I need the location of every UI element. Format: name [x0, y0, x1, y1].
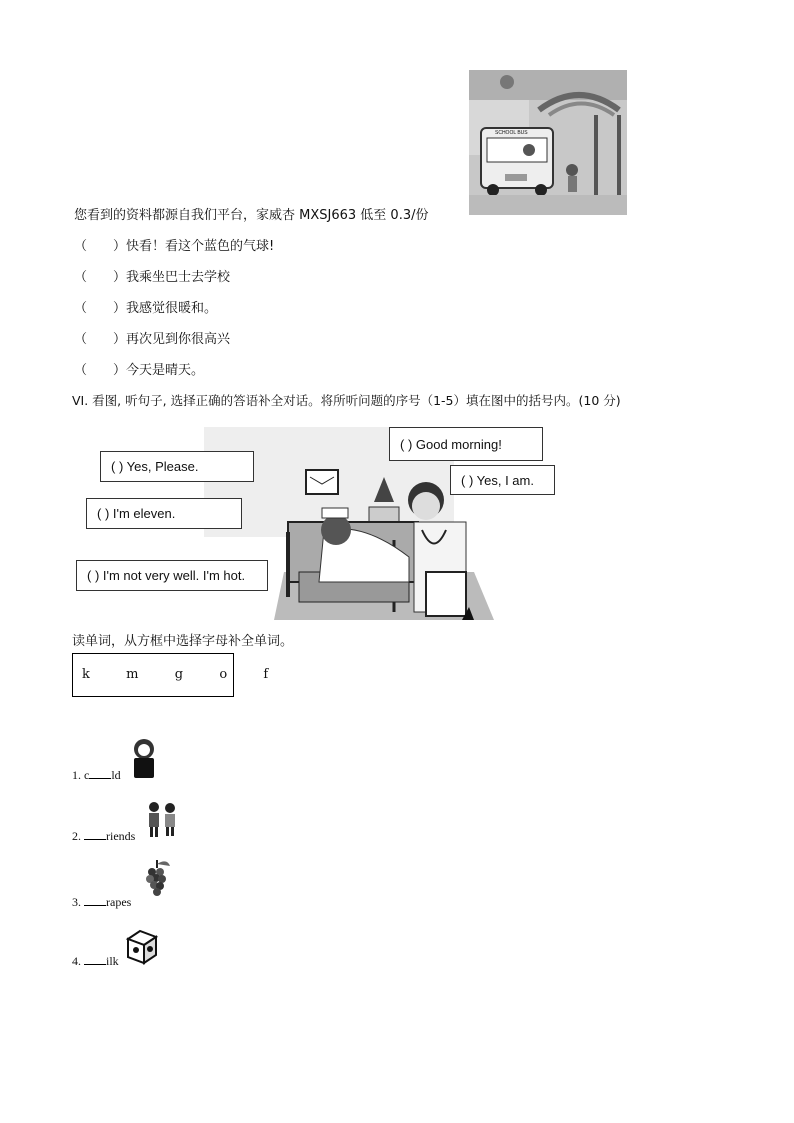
word-item-4 — [72, 954, 119, 969]
section-v-item: （ ）我感觉很暖和。 — [74, 301, 218, 316]
word-item-3 — [72, 895, 131, 910]
section-v-item: （ ）快看！看这个蓝色的气球! — [74, 239, 275, 254]
word-item-2 — [72, 829, 135, 844]
section-v-item: （ ）我乘坐巴士去学校 — [74, 270, 231, 285]
bubble-good-morning: ( ) Good morning! — [389, 427, 543, 461]
bubble-not-well: ( ) I'm not very well. I'm hot. — [76, 560, 268, 591]
section-vii-title: 读单词，从方框中选择字母补全单词。 — [72, 634, 294, 649]
word-blank[interactable] — [84, 904, 106, 906]
word-rest: ilk — [106, 954, 119, 968]
word-blank[interactable] — [84, 838, 106, 840]
word-prefix: 4. — [72, 954, 84, 968]
section-v-item: （ ）再次见到你很高兴 — [74, 332, 231, 347]
letter-options: k m g o f — [82, 667, 269, 682]
notice-text: 您看到的资料都源自我们平台，家威杏 MXSJ663 低至 0.3/份 — [74, 208, 429, 223]
section-vi-title: VI. 看图, 听句子, 选择正确的答语补全对话。将所听问题的序号（1-5）填在图中的括号内。(10 分) — [72, 393, 621, 408]
milk-carton-icon — [122, 927, 160, 969]
friends-icon — [145, 800, 181, 842]
phone-icon — [129, 738, 159, 784]
word-blank[interactable] — [84, 963, 106, 965]
bus-sign: SCHOOL BUS — [495, 130, 528, 136]
section-v-item: （ ）今天是晴天。 — [74, 363, 205, 378]
word-rest: rapes — [106, 895, 132, 909]
word-item-1 — [72, 768, 121, 783]
bubble-yes-i-am: ( ) Yes, I am. — [450, 465, 555, 495]
letter-box — [72, 653, 269, 697]
word-rest: riends — [106, 829, 136, 843]
word-rest: ld — [111, 768, 121, 782]
bubble-yes-please: ( ) Yes, Please. — [100, 451, 254, 482]
word-prefix: 1. c — [72, 768, 90, 782]
word-prefix: 2. — [72, 829, 84, 843]
word-blank[interactable] — [89, 777, 111, 779]
word-prefix: 3. — [72, 895, 84, 909]
grapes-icon — [142, 858, 172, 906]
bubble-eleven: ( ) I'm eleven. — [86, 498, 242, 529]
bus-stop-illustration — [469, 70, 627, 215]
